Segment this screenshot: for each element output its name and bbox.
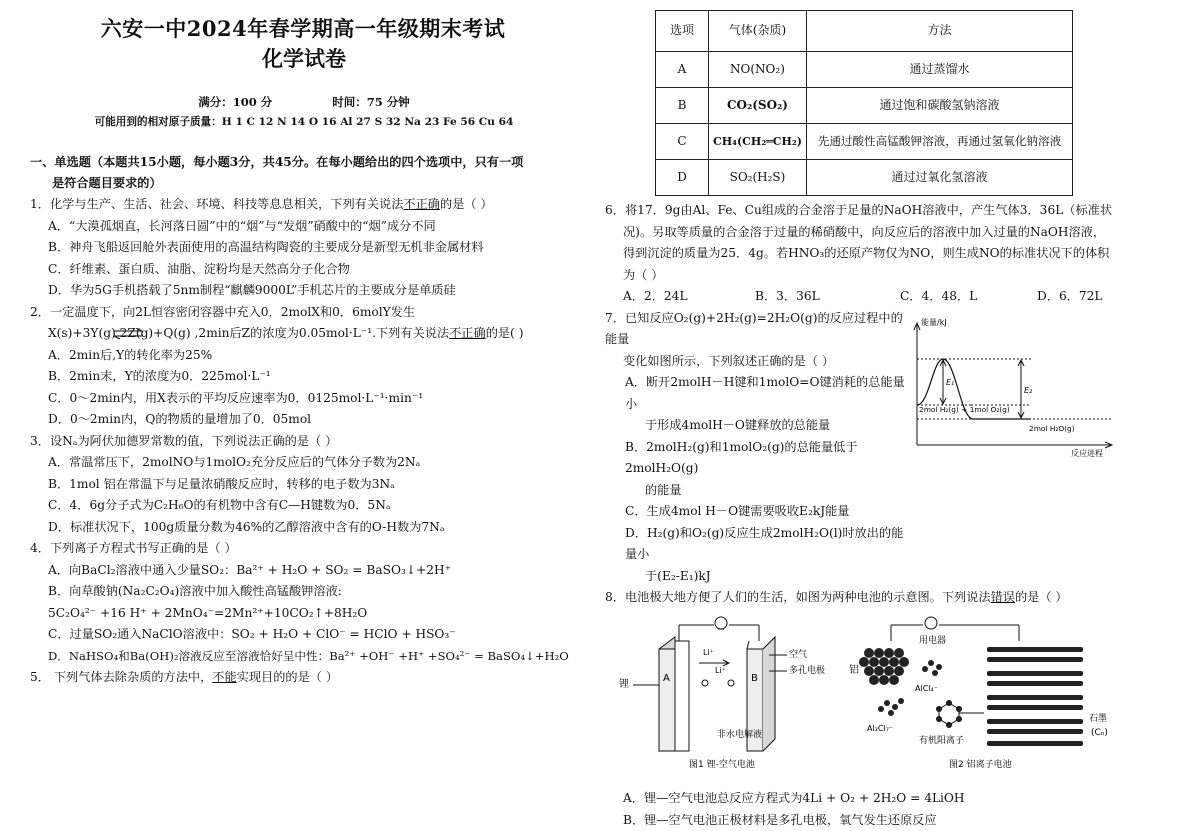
full-score: 满分：100 分 [198,92,272,112]
table-cell: B [656,88,709,124]
table-row [656,88,1073,124]
q8-option-b: B．锂—空气电池正极材料是多孔电极，氧气发生还原反应 [605,810,1165,831]
exam-meta [30,92,578,112]
e1-label: E₁ [946,378,954,387]
q3-option-c: C．4．6g分子式为C₂H₆O的有机物中含有C—H键数为0．5Nₐ [30,495,578,517]
q1-option-d: D．华为5G手机搭载了5nm制程“麒麟9000L”手机芯片的主要成分是单质硅 [30,280,578,302]
q2-stem: 2．一定温度下，向2L恒容密闭容器中充入0．2molX和0．6molY发生 [30,302,578,324]
q3-option-d: D．标准状况下，100g质量分数为46%的乙醇溶液中含有的O-H数为7Nₐ [30,517,578,539]
table-cell: A [656,52,709,88]
q4-option-a: A．向BaCl₂溶液中通入少量SO₂：Ba²⁺ + H₂O + SO₂ = BaSO₃↓+2H⁺ [30,560,578,582]
electrode-a-label: A [663,673,670,684]
table-cell: 通过蒸馏水 [806,52,1072,88]
q7-stem-line2: 变化如图所示，下列叙述正确的是（ ） [605,351,923,373]
product-label: 2mol H₂O(g) [1029,424,1075,433]
electrolyte-label: 非水电解液 [717,728,762,740]
q2-option-a: A．2min后,Y的转化率为25% [30,345,578,367]
q7-stem-line1: 7．已知反应O₂(g)+2H₂(g)=2H₂O(g)的反应过程中的能量 [605,308,905,351]
q4-option-b: B．向草酸钠(Na₂C₂O₄)溶液中加入酸性高锰酸钾溶液: [30,581,578,603]
table-header-row [656,11,1073,52]
section-heading: 一、单选题（本题共15小题，每小题3分，共45分。在每小题给出的四个选项中，只有一项 [30,152,578,173]
q7-option-c: C．生成4mol H－O键需要吸收E₂kJ能量 [605,501,910,523]
q6-stem-line3: 得到沉淀的质量为25．4g。若HNO₃的还原产物仅为NO，则生成NO的标准状况下的体积 [605,243,1165,265]
electrode-b-label: B [751,673,758,684]
aluminum-ion-battery [849,617,1108,770]
q2-option-c: C．0～2min内，用X表示的平均反应速率为0．0125mol·L⁻¹·min⁻¹ [30,388,578,410]
table-cell: C [656,124,709,160]
table-row [656,52,1073,88]
reactants-label: 2mol H₂(g) + 1mol O₂(g) [919,405,1010,414]
organic-cation-label: 有机阳离子 [919,734,964,746]
q7-option-b: B．2molH₂(g)和1molO₂(g)的总能量低于2molH₂O(g) [605,437,910,480]
table-row [656,124,1073,160]
q7-option-a: A．断开2molH－H键和1molO=O键消耗的总能量小 [605,372,910,415]
q6-option-d: D．6．72L [1037,286,1103,308]
table-cell: 通过过氧化氢溶液 [806,160,1072,196]
energy-diagram [911,317,1116,457]
exam-title: 六安一中2024年春学期高一年级期末考试 [28,14,578,44]
exam-time: 时间：75 分钟 [332,92,410,112]
q1-option-c: C．纤维素、蛋白质、油脂、淀粉均是天然高分子化合物 [30,259,578,281]
reversible-arrow-icon [112,328,144,340]
table-cell: 先通过酸性高锰酸钾溶液，再通过氢氧化钠溶液 [806,124,1072,160]
table-header: 方法 [806,11,1072,52]
q7-option-b-cont: 的能量 [605,480,930,502]
bulb-icon [715,617,727,629]
section-heading-cont: 是符合题目要求的） [30,173,578,194]
atomic-masses: 可能用到的相对原子质量：H 1 C 12 N 14 O 16 Al 27 S 32 Na 23 Fe 56 Cu 64 [30,112,578,132]
energy-axis-label: 能量/kJ [921,317,947,327]
q4-stem: 4．下列离子方程式书写正确的是（ ） [30,538,578,560]
q2-equation: X(s)+3Y(g) 2Z(g)+Q(g) ,2min后Z的浓度为0.05mol·L⁻¹.下列有关说法不正确的是( ) [30,323,578,345]
left-column [30,14,578,689]
table-cell: CH₄(CH₂═CH₂) [709,124,807,160]
q1-option-a: A．“大漠孤烟直，长河落日圆”中的“烟”与“发烟”硝酸中的“烟”成分不同 [30,216,578,238]
table-row [656,160,1073,196]
q1-stem: 1．化学与生产、生活、社会、环境、科技等息息相关，下列有关说法不正确的是（ ） [30,194,578,216]
q7-option-d-cont: 于(E₂-E₁)kJ [605,566,930,588]
q7-option-d: D．H₂(g)和O₂(g)反应生成2molH₂O(l)时放出的能量小 [605,523,910,566]
q5-stem: 5． 下列气体去除杂质的方法中，不能实现目的的是（ ） [30,667,578,689]
q2-option-b: B．2min末，Y的浓度为0．225mol·L⁻¹ [30,366,578,388]
e2-label: E₂ [1024,386,1033,395]
table-cell: NO(NO₂) [709,52,807,88]
q6-option-a: A．2．24L [623,286,688,308]
progress-axis-label: 反应进程 [1071,448,1103,457]
li-ion-label: Li⁺ [703,648,714,657]
fig1-caption: 图1 锂-空气电池 [689,758,755,770]
graphite-layers [987,647,1083,746]
battery-diagrams [619,611,1119,781]
al2cl7-label: Al₂Cl₇⁻ [867,724,893,733]
lithium-label: 锂 [619,677,629,690]
q3-stem: 3．设Nₐ为阿伏加德罗常数的值，下列说法正确的是（ ） [30,431,578,453]
li-ion-label: Li⁺ [715,666,726,675]
q7-option-a-cont: 于形成4molH－O键释放的总能量 [605,415,930,437]
q8-option-a: A．锂—空气电池总反应方程式为4Li + O₂ + 2H₂O = 4LiOH [605,788,1165,810]
porous-electrode-label: 多孔电极 [789,664,825,676]
q8-stem: 8．电池极大地方便了人们的生活，如图为两种电池的示意图。下列说法错误的是（ ） [605,587,1165,609]
q6-stem-line1: 6．将17．9g由Al、Fe、Cu组成的合金溶于足量的NaOH溶液中，产生气体3．36L（标准状 [605,200,1165,222]
q6-stem-line2: 况)。另取等质量的合金溶于过量的稀硝酸中，向反应后的溶液中加入过量的NaOH溶液， [605,222,1165,244]
table-cell: 通过饱和碳酸氢钠溶液 [806,88,1072,124]
q4-option-d: D．NaHSO₄和Ba(OH)₂溶液反应至溶液恰好呈中性：Ba²⁺ +OH⁻ +H⁺ +SO₄²⁻ = BaSO₄↓+H₂O [30,646,578,668]
q6-option-b: B．3．36L [755,286,820,308]
table-cell: D [656,160,709,196]
q1-option-b: B．神舟飞船返回舱外表面使用的高温结构陶瓷的主要成分是新型无机非金属材料 [30,237,578,259]
table-header: 气体(杂质) [709,11,807,52]
table-cell: CO₂(SO₂) [709,88,807,124]
q6-options [605,286,1165,308]
graphite-label: 石墨 [1089,713,1107,724]
exam-subtitle: 化学试卷 [30,44,578,74]
air-label: 空气 [789,648,807,660]
alcl4-label: AlCl₄⁻ [915,684,938,693]
gas-purification-table [655,10,1073,196]
q3-option-b: B．1mol 铝在常温下与足量浓硝酸反应时，转移的电子数为3Nₐ [30,474,578,496]
table-cell: SO₂(H₂S) [709,160,807,196]
bulb-icon [925,617,937,629]
q3-option-a: A．常温常压下，2molNO与1molO₂充分反应后的气体分子数为2Nₐ [30,452,578,474]
device-label: 用电器 [919,634,946,646]
q4-option-b-equation: 5C₂O₄²⁻ +16 H⁺ + 2MnO₄⁻=2Mn²⁺+10CO₂↑+8H₂O [30,603,578,625]
q6-option-c: C．4．48．L [900,286,977,308]
fig2-caption: 图2 铝离子电池 [949,758,1012,770]
right-column [605,10,1165,831]
graphite-formula: (Cₙ) [1091,728,1108,738]
q6-stem-line4: 为（ ） [605,265,1165,287]
q2-option-d: D．0～2min内，Q的物质的量增加了0．05mol [30,409,578,431]
aluminum-label: 铝 [849,664,859,676]
table-header: 选项 [656,11,709,52]
lithium-air-battery [619,617,825,770]
q4-option-c: C．过量SO₂通入NaClO溶液中：SO₂ + H₂O + ClO⁻ = HClO + HSO₃⁻ [30,624,578,646]
